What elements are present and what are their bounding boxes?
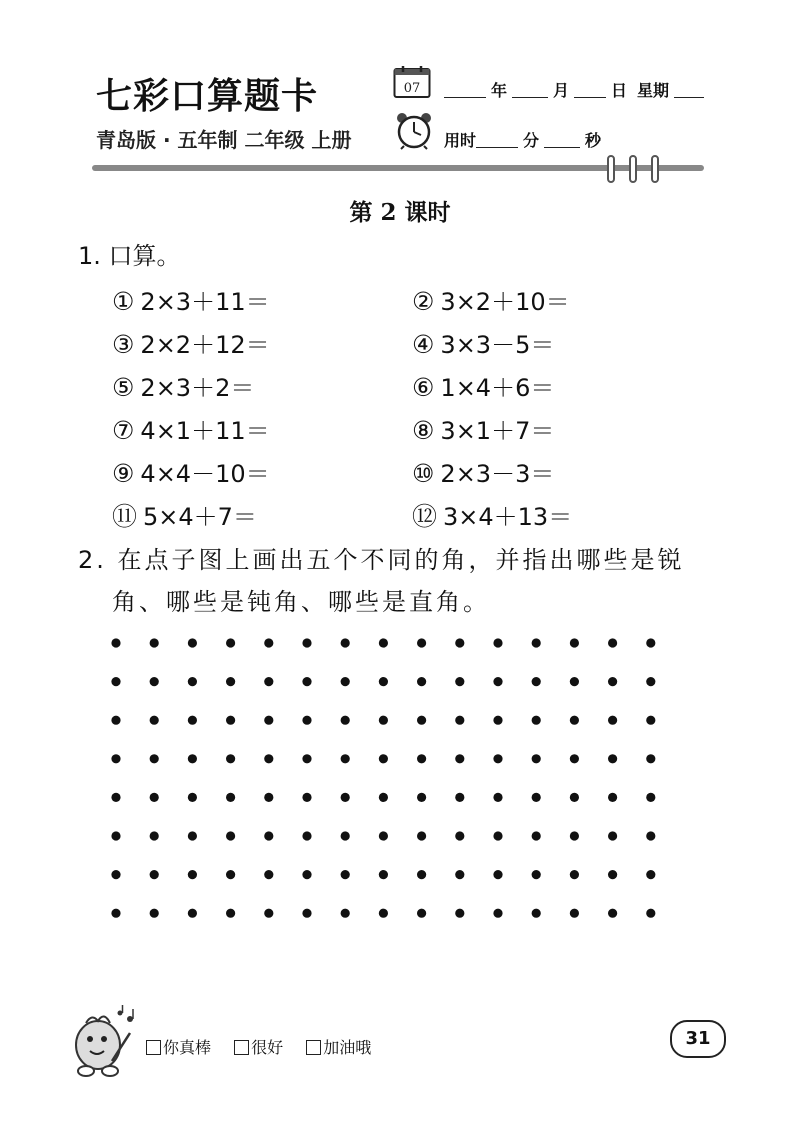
grid-dot[interactable] (417, 638, 426, 647)
grid-dot[interactable] (226, 909, 235, 918)
rating-great[interactable]: 你真棒 (146, 1035, 211, 1058)
edition-label: 青岛版 · 五年制 二年级 上册 (96, 128, 352, 152)
seconds-blank[interactable] (544, 133, 580, 148)
grid-dot[interactable] (379, 716, 388, 725)
grid-dot[interactable] (150, 677, 159, 686)
grid-dot[interactable] (646, 638, 655, 647)
grid-dot[interactable] (379, 677, 388, 686)
grid-dot[interactable] (532, 716, 541, 725)
grid-dot[interactable] (150, 638, 159, 647)
grid-dot[interactable] (111, 716, 120, 725)
grid-dot[interactable] (111, 793, 120, 802)
grid-dot[interactable] (264, 831, 273, 840)
grid-dot[interactable] (493, 909, 502, 918)
grid-dot[interactable] (455, 677, 464, 686)
grid-dot[interactable] (150, 909, 159, 918)
grid-dot[interactable] (302, 870, 311, 879)
grid-dot[interactable] (341, 754, 350, 763)
grid-dot[interactable] (226, 638, 235, 647)
time-used-label: 用时 (444, 131, 477, 150)
grid-dot[interactable] (532, 793, 541, 802)
grid-dot[interactable] (379, 793, 388, 802)
problem-11: ⑪ 5×4＋7＝ (112, 502, 257, 531)
problem-7: ⑦ 4×1＋11＝ (112, 416, 270, 445)
grid-dot[interactable] (341, 677, 350, 686)
problem-2: ② 3×2＋10＝ (412, 287, 570, 316)
grid-dot[interactable] (379, 870, 388, 879)
grid-dot[interactable] (341, 909, 350, 918)
grid-dot[interactable] (341, 716, 350, 725)
day-label: 日 (611, 81, 628, 100)
grid-dot[interactable] (150, 831, 159, 840)
grid-dot[interactable] (493, 793, 502, 802)
grid-dot[interactable] (188, 831, 197, 840)
grid-dot[interactable] (188, 638, 197, 647)
grid-dot[interactable] (341, 831, 350, 840)
grid-dot[interactable] (570, 870, 579, 879)
grid-dot[interactable] (302, 638, 311, 647)
grid-dot[interactable] (455, 909, 464, 918)
grid-dot[interactable] (493, 831, 502, 840)
q2-title-line1: 2. 在点子图上画出五个不同的角，并指出哪些是锐 (78, 546, 685, 574)
seconds-label: 秒 (585, 131, 602, 150)
grid-dot[interactable] (188, 754, 197, 763)
rating-good[interactable]: 很好 (234, 1035, 283, 1058)
grid-dot[interactable] (493, 677, 502, 686)
grid-dot[interactable] (646, 793, 655, 802)
time-fill-line (444, 128, 606, 151)
grid-dot[interactable] (570, 677, 579, 686)
problem-1: ① 2×3＋11＝ (112, 287, 270, 316)
grid-dot[interactable] (264, 909, 273, 918)
dot-grid[interactable] (100, 625, 680, 935)
grid-dot[interactable] (608, 909, 617, 918)
minutes-label: 分 (523, 131, 540, 150)
grid-dot[interactable] (532, 870, 541, 879)
grid-dot[interactable] (226, 754, 235, 763)
rating-keep-going[interactable]: 加油哦 (306, 1035, 371, 1058)
grid-dot[interactable] (455, 831, 464, 840)
grid-dot[interactable] (379, 909, 388, 918)
grid-dot[interactable] (188, 716, 197, 725)
brand-title: 七彩口算题卡 (96, 75, 319, 117)
calendar-day: 07 (403, 81, 421, 96)
grid-dot[interactable] (646, 909, 655, 918)
grid-dot[interactable] (608, 677, 617, 686)
grid-dot[interactable] (646, 716, 655, 725)
grid-dot[interactable] (226, 870, 235, 879)
weekday-label: 星期 (637, 81, 670, 100)
grid-dot[interactable] (532, 677, 541, 686)
grid-dot[interactable] (608, 716, 617, 725)
grid-dot[interactable] (455, 793, 464, 802)
grid-dot[interactable] (532, 831, 541, 840)
grid-dot[interactable] (570, 716, 579, 725)
problem-3: ③ 2×2＋12＝ (112, 330, 270, 359)
grid-dot[interactable] (264, 716, 273, 725)
grid-dot[interactable] (455, 870, 464, 879)
grid-dot[interactable] (608, 638, 617, 647)
grid-dot[interactable] (493, 716, 502, 725)
grid-dot[interactable] (111, 754, 120, 763)
grid-dot[interactable] (608, 831, 617, 840)
grid-dot[interactable] (341, 793, 350, 802)
grid-dot[interactable] (646, 677, 655, 686)
grid-dot[interactable] (111, 638, 120, 647)
grid-dot[interactable] (417, 754, 426, 763)
day-blank[interactable] (574, 83, 606, 98)
weekday-blank[interactable] (674, 83, 704, 98)
q2-title-line2: 角、哪些是钝角、哪些是直角。 (112, 588, 490, 616)
grid-dot[interactable] (417, 909, 426, 918)
mascot-icon (68, 1003, 140, 1081)
grid-dot[interactable] (417, 677, 426, 686)
year-blank[interactable] (444, 83, 486, 98)
grid-dot[interactable] (493, 638, 502, 647)
problem-9: ⑨ 4×4－10＝ (112, 459, 270, 488)
grid-dot[interactable] (188, 793, 197, 802)
grid-dot[interactable] (417, 793, 426, 802)
problem-6: ⑥ 1×4＋6＝ (412, 373, 555, 402)
grid-dot[interactable] (455, 716, 464, 725)
grid-dot[interactable] (111, 677, 120, 686)
grid-dot[interactable] (188, 909, 197, 918)
grid-dot[interactable] (302, 716, 311, 725)
grid-dot[interactable] (417, 831, 426, 840)
grid-dot[interactable] (532, 754, 541, 763)
grid-dot[interactable] (226, 831, 235, 840)
alarm-clock-icon (394, 110, 434, 150)
grid-dot[interactable] (264, 870, 273, 879)
grid-dot[interactable] (417, 716, 426, 725)
grid-dot[interactable] (150, 716, 159, 725)
grid-dot[interactable] (646, 754, 655, 763)
grid-dot[interactable] (111, 909, 120, 918)
grid-dot[interactable] (150, 870, 159, 879)
grid-dot[interactable] (341, 870, 350, 879)
grid-dot[interactable] (302, 909, 311, 918)
grid-dot[interactable] (264, 754, 273, 763)
grid-dot[interactable] (493, 870, 502, 879)
grid-dot[interactable] (188, 870, 197, 879)
grid-dot[interactable] (302, 831, 311, 840)
grid-dot[interactable] (379, 638, 388, 647)
grid-dot[interactable] (570, 638, 579, 647)
grid-dot[interactable] (188, 677, 197, 686)
q1-title: 1. 口算。 (78, 242, 181, 270)
grid-dot[interactable] (341, 638, 350, 647)
lesson-title: 第 2 课时 (349, 199, 451, 226)
grid-dot[interactable] (570, 831, 579, 840)
grid-dot[interactable] (226, 793, 235, 802)
grid-dot[interactable] (646, 831, 655, 840)
grid-dot[interactable] (264, 677, 273, 686)
grid-dot[interactable] (111, 870, 120, 879)
grid-dot[interactable] (646, 870, 655, 879)
problem-10: ⑩ 2×3－3＝ (412, 459, 555, 488)
year-label: 年 (491, 81, 508, 100)
month-blank[interactable] (512, 83, 548, 98)
grid-dot[interactable] (532, 638, 541, 647)
problem-4: ④ 3×3－5＝ (412, 330, 555, 359)
grid-dot[interactable] (264, 793, 273, 802)
grid-dot[interactable] (608, 870, 617, 879)
checkbox-icon[interactable] (234, 1040, 249, 1055)
grid-dot[interactable] (226, 716, 235, 725)
calendar-icon (393, 65, 431, 99)
grid-dot[interactable] (455, 754, 464, 763)
grid-dot[interactable] (455, 638, 464, 647)
grid-dot[interactable] (417, 870, 426, 879)
grid-dot[interactable] (379, 754, 388, 763)
grid-dot[interactable] (570, 793, 579, 802)
grid-dot[interactable] (264, 638, 273, 647)
grid-dot[interactable] (150, 754, 159, 763)
grid-dot[interactable] (302, 793, 311, 802)
grid-dot[interactable] (226, 677, 235, 686)
checkbox-icon[interactable] (146, 1040, 161, 1055)
grid-dot[interactable] (570, 754, 579, 763)
grid-dot[interactable] (570, 909, 579, 918)
problem-5: ⑤ 2×3＋2＝ (112, 373, 255, 402)
month-label: 月 (553, 81, 570, 100)
checkbox-icon[interactable] (306, 1040, 321, 1055)
minutes-blank[interactable] (476, 133, 518, 148)
grid-dot[interactable] (302, 677, 311, 686)
page-number: 31 (670, 1020, 726, 1058)
grid-dot[interactable] (493, 754, 502, 763)
problem-12: ⑫ 3×4＋13＝ (412, 502, 573, 531)
grid-dot[interactable] (608, 754, 617, 763)
grid-dot[interactable] (608, 793, 617, 802)
problem-8: ⑧ 3×1＋7＝ (412, 416, 555, 445)
self-rating (146, 1035, 389, 1058)
grid-dot[interactable] (150, 793, 159, 802)
binder-rings-icon (598, 154, 678, 186)
grid-dot[interactable] (532, 909, 541, 918)
grid-dot[interactable] (379, 831, 388, 840)
grid-dot[interactable] (302, 754, 311, 763)
grid-dot[interactable] (111, 831, 120, 840)
date-fill-line (444, 78, 704, 101)
